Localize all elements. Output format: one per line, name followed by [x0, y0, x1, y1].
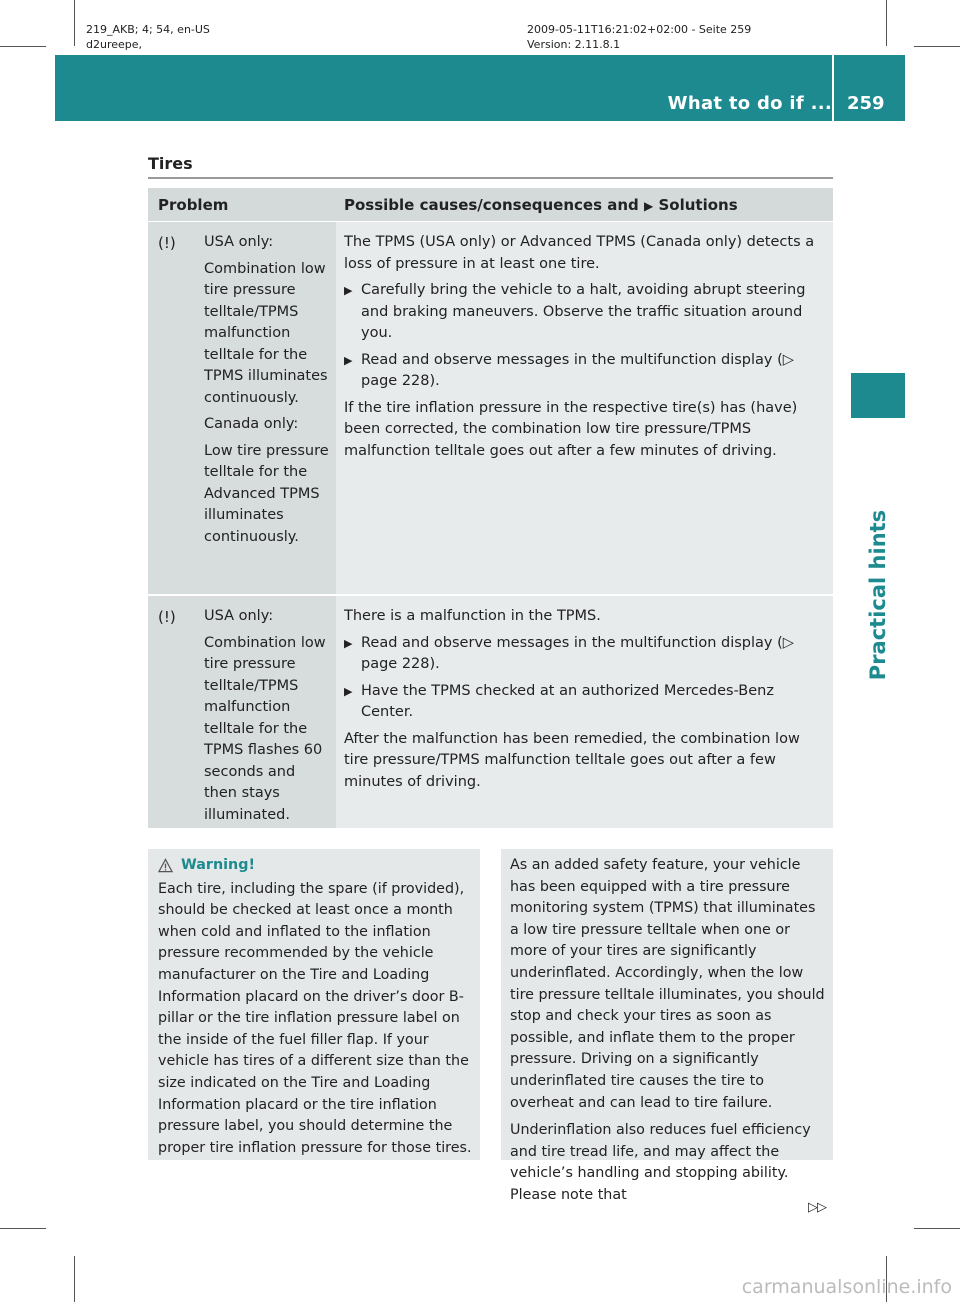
watermark: carmanualsonline.info	[741, 1276, 952, 1298]
tire-pressure-warning-icon: (!)	[158, 608, 176, 626]
problem-text	[204, 606, 332, 823]
header-causes-suffix: Solutions	[658, 195, 738, 214]
table-row	[148, 222, 833, 594]
print-meta-right-line2: Version: 2.11.8.1	[527, 38, 621, 51]
section-rule	[148, 177, 833, 179]
info-box	[501, 849, 833, 1203]
solution-outro: After the malfunction has been remedied, the combination low tire pressure/TPMS malfunction telltale goes out after a few minutes of driving.	[344, 730, 800, 790]
continue-marker: ▷▷	[808, 1200, 826, 1215]
action-arrow-icon: ▶	[344, 684, 353, 698]
side-section-label: Practical hints	[866, 509, 890, 681]
action-arrow-icon: ▶	[344, 636, 353, 650]
problem-line: USA only:	[204, 234, 274, 250]
warning-body: Each tire, including the spare (if provided), should be checked at least once a month when cold and inflated to the inflation pressure recommended by the vehicle manufacturer on the Tire and Loading Information placard on the driver’s door B-pillar or the tire inflation pressure label on the inside of the fuel filler flap. If your vehicle has tires of a different size than the size indicated on the Tire and Loading Information placard or the tire inflation pressure label, you should determine the proper tire inflation pressure for those tires.	[158, 880, 472, 1156]
problem-cell	[148, 222, 336, 594]
action-arrow-icon: ▶	[344, 353, 353, 367]
header-causes	[336, 196, 833, 214]
warning-triangle-icon	[158, 858, 173, 873]
crop-mark	[74, 1256, 75, 1302]
info-paragraph: As an added safety feature, your vehicle has been equipped with a tire pressure monitoring system (TPMS) that illuminates a low tire pressure telltale when one or more of your tires are significantly underinflated. Accordingly, when the low tire pressure telltale illuminates, you should stop and check your tires as soon as possible, and inflate them to the proper pressure. Driving on a significantly underinflated tire causes the tire to overheat and can lead to tire failure.	[510, 857, 825, 1111]
solution-step-text: Carefully bring the vehicle to a halt, avoiding abrupt steering and braking maneuvers. Observe the traffic situation around you.	[361, 282, 806, 341]
solution-intro: The TPMS (USA only) or Advanced TPMS (Canada only) detects a loss of pressure in at least one tire.	[344, 234, 815, 272]
solution-step-text: Have the TPMS checked at an authorized Mercedes-Benz Center.	[361, 682, 774, 720]
problem-cell	[148, 596, 336, 828]
print-meta-left-line2: d2ureepe,	[86, 38, 143, 51]
solution-step	[344, 350, 827, 393]
side-tab-marker	[851, 373, 905, 418]
header-problem: Problem	[158, 195, 229, 214]
print-meta-right	[527, 22, 751, 52]
solution-cell	[336, 222, 833, 594]
solution-step-text: Read and observe messages in the multifunction display (▷ page 228).	[361, 351, 794, 389]
warning-heading	[158, 855, 472, 877]
chapter-title: What to do if ...	[667, 93, 832, 114]
tires-table	[148, 188, 833, 828]
tire-pressure-warning-icon: (!)	[158, 234, 176, 252]
crop-mark	[74, 0, 75, 46]
problem-text	[204, 232, 332, 580]
print-meta-right-line1: 2009-05-11T16:21:02+02:00 - Seite 259	[527, 23, 752, 36]
print-meta-left	[86, 22, 210, 52]
solution-outro: If the tire inflation pressure in the respective tire(s) has (have) been corrected, the combination low tire pressure/TPMS malfunction telltale goes out after a few minutes of driving.	[344, 399, 798, 459]
solution-step	[344, 280, 827, 345]
solution-cell	[336, 596, 833, 828]
crop-mark	[0, 46, 46, 47]
header-divider	[832, 55, 834, 121]
print-meta-left-line1: 219_AKB; 4; 54, en-US	[86, 23, 210, 36]
warning-box	[148, 849, 480, 1160]
table-header	[148, 188, 833, 222]
crop-mark	[0, 1228, 46, 1229]
page-number: 259	[847, 93, 885, 114]
action-arrow-icon: ▶	[344, 284, 353, 297]
solution-intro: There is a malfunction in the TPMS.	[344, 608, 601, 624]
solution-step-text: Read and observe messages in the multifunction display (▷ page 228).	[361, 634, 794, 672]
problem-line: Canada only:	[204, 416, 299, 432]
info-paragraph: Underinflation also reduces fuel efficiency and tire tread life, and may affect the vehicle’s handling and stopping ability. Please note that	[510, 1122, 811, 1203]
problem-line: Combination low tire pressure telltale/TPMS malfunction telltale for the TPMS flashes 60 seconds and then stays illuminated.	[204, 634, 326, 823]
problem-line: Low tire pressure telltale for the Advanced TPMS illuminates continuously.	[204, 442, 329, 545]
problem-line: USA only:	[204, 608, 274, 624]
problem-line: Combination low tire pressure telltale/TPMS malfunction telltale for the TPMS illuminates continuously.	[204, 260, 328, 406]
crop-mark	[914, 1228, 960, 1229]
solution-step	[344, 633, 827, 676]
crop-mark	[886, 0, 887, 46]
header-causes-prefix: Possible causes/consequences and	[344, 195, 639, 214]
section-title: Tires	[148, 154, 193, 173]
solution-step	[344, 681, 827, 724]
warning-title: Warning!	[181, 857, 255, 873]
action-arrow-icon: ▶	[644, 198, 654, 213]
crop-mark	[914, 46, 960, 47]
table-row	[148, 596, 833, 828]
